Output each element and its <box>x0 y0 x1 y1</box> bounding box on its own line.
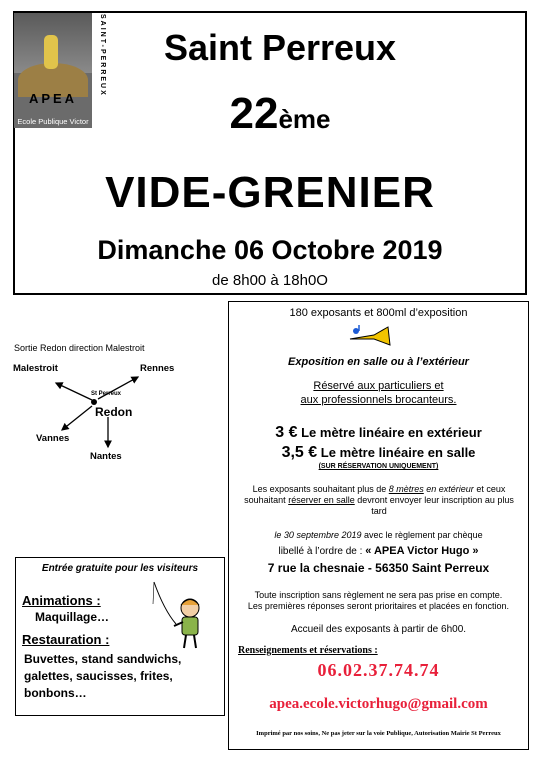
animations-heading: Animations : <box>22 593 101 608</box>
restauration-text: Buvettes, stand sandwichs, galettes, saucisses, frites, bonbons… <box>24 652 182 700</box>
deadline-text <box>228 530 529 540</box>
city-st-perreux: St Perreux <box>91 391 122 397</box>
price-salle-value: 3,5 € <box>281 444 318 461</box>
trumpet-icon <box>348 325 394 347</box>
no-payment-2: Les premières réponses seront prioritaires et placées en fonction. <box>247 601 510 611</box>
more-8m-b: 8 mètres <box>388 484 424 494</box>
reserve-text <box>228 379 529 407</box>
printed-notice: Imprimé par nos soins, Ne pas jeter sur la voie Publique, Autorisation Mairie St Perreux <box>256 730 501 737</box>
edition-suffix: ème <box>278 104 331 134</box>
price-exterior-value: 3 € <box>275 424 298 441</box>
more-8m-f: devront envoyer leur inscription au plus tard <box>357 495 514 516</box>
event-date: Dimanche 06 Octobre 2019 <box>97 235 443 265</box>
little-prince-icon <box>44 35 58 69</box>
price-salle <box>228 444 529 462</box>
more-8m-c: en extérieur <box>426 484 474 494</box>
city-malestroit: Malestroit <box>13 363 58 374</box>
city-rennes: Rennes <box>140 363 175 374</box>
info-box <box>228 301 529 750</box>
email-link[interactable]: apea.ecole.victorhugo@gmail.com <box>269 696 488 712</box>
reserve-line-1: Réservé aux particuliers et <box>313 380 444 392</box>
deadline-date: le 30 septembre 2019 <box>274 530 362 540</box>
price-exterior-label: Le mètre linéaire en extérieur <box>301 425 482 440</box>
city-vannes: Vannes <box>36 433 70 444</box>
city-nantes: Nantes <box>90 451 122 462</box>
fishing-kid-icon <box>150 580 210 650</box>
edition-number: 22 <box>229 89 279 138</box>
accueil-text: Accueil des exposants à partir de 6h00. <box>290 624 467 635</box>
town-title: Saint Perreux <box>163 27 397 68</box>
logo-vertical-text: SAINT-PERREUX <box>99 14 106 97</box>
price-exterior <box>228 424 529 442</box>
event-hours: de 8h00 à 18h0O <box>212 272 328 289</box>
address-text: 7 rue la chesnaie - 56350 Saint Perreux <box>267 561 490 575</box>
logo-school: Ecole Publique Victor Hugo <box>17 117 89 135</box>
no-payment-1: Toute inscription sans règlement ne sera pas prise en compte. <box>254 590 503 600</box>
free-entry-text: Entrée gratuite pour les visiteurs <box>41 563 199 574</box>
edition-title <box>110 89 450 141</box>
reserve-line-2: aux professionnels brocanteurs. <box>300 394 457 406</box>
salle-text: Exposition en salle ou à l’extérieur <box>288 356 469 368</box>
no-payment-text <box>232 590 525 612</box>
restauration-heading: Restauration : <box>22 632 110 647</box>
directions-title: Sortie Redon direction Malestroit <box>14 343 145 353</box>
event-title: VIDE-GRENIER <box>105 168 435 217</box>
more-8m-e: réserver en salle <box>288 495 355 505</box>
order-name: « APEA Victor Hugo » <box>365 545 479 557</box>
price-note: (SUR RÉSERVATION UNIQUEMENT) <box>318 463 439 470</box>
order-prefix: libellé à l’ordre de : <box>278 546 363 557</box>
more-8m-a: Les exposants souhaitant plus de <box>252 484 387 494</box>
phone-number[interactable]: 06.02.37.74.74 <box>317 660 440 680</box>
animations-text: Maquillage… <box>35 610 110 624</box>
price-salle-label: Le mètre linéaire en salle <box>320 445 476 460</box>
more-8m-d: et ceux souhaitant <box>244 484 506 505</box>
exposants-text: 180 exposants et 800ml d’exposition <box>289 307 468 319</box>
deadline-rest: avec le règlement par chèque <box>364 530 483 540</box>
apea-logo <box>14 13 92 135</box>
order-text <box>228 545 529 557</box>
renseignements-heading: Renseignements et réservations : <box>238 645 378 656</box>
arrow-vannes <box>62 406 92 430</box>
more-8m-text <box>240 484 518 517</box>
city-redon: Redon <box>95 405 133 419</box>
arrow-malestroit <box>56 383 92 400</box>
logo-org: APEA <box>28 91 78 106</box>
